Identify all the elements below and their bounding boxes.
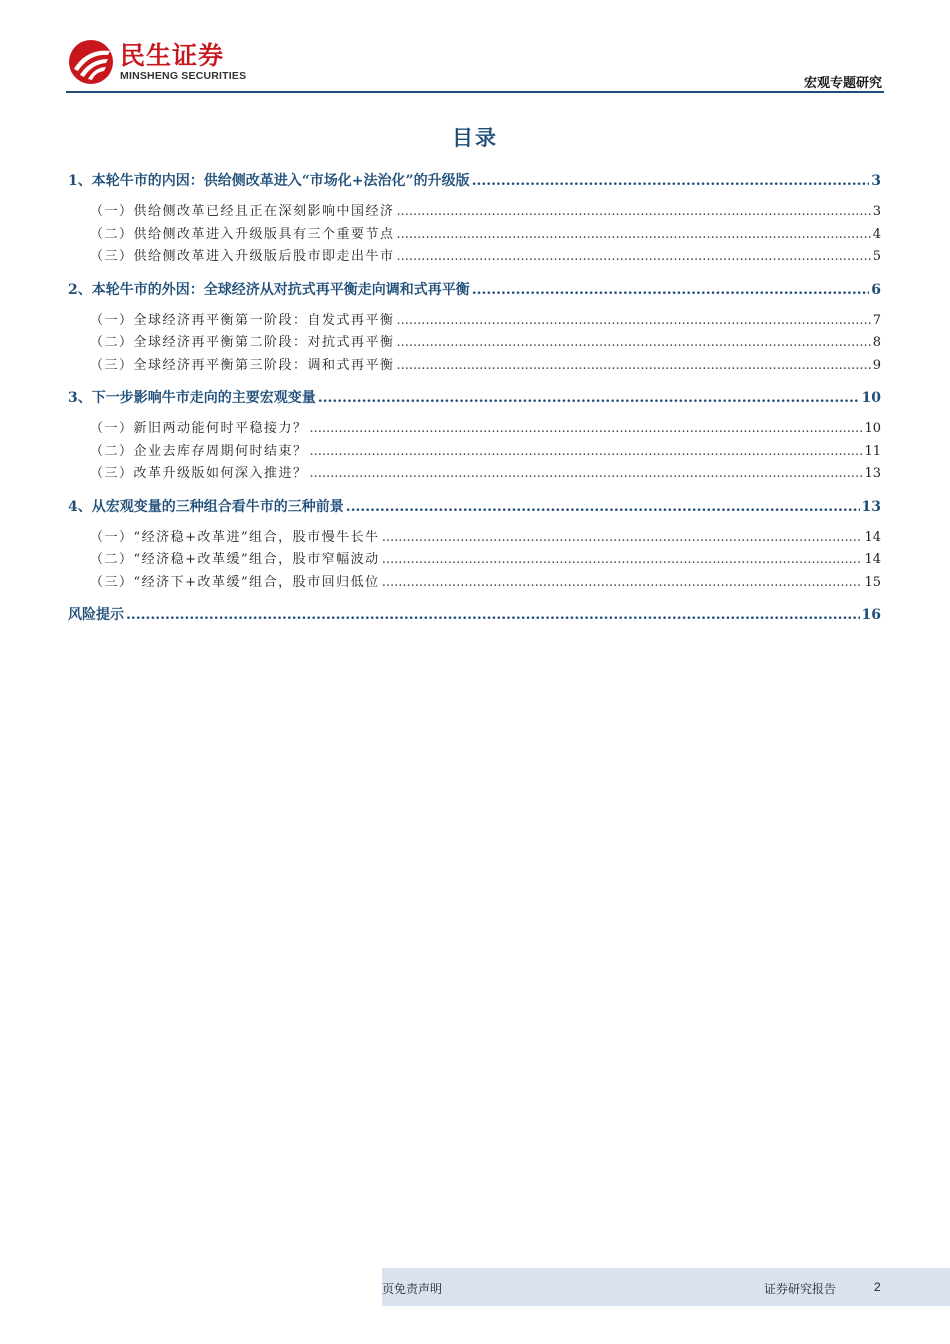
footer-disclaimer: 页免责声明	[382, 1282, 443, 1296]
footer-doc-type: 证券研究报告	[764, 1282, 837, 1296]
toc-section-entry[interactable]	[68, 604, 881, 627]
toc-subsection-page: 10	[864, 421, 881, 436]
toc-section-page: 10	[861, 390, 881, 406]
toc-subsection-page: 5	[872, 249, 881, 264]
toc-subsection-page: 9	[872, 357, 881, 373]
page-header	[0, 0, 950, 100]
brand-name-cn: 民生证券	[120, 41, 225, 70]
toc-section-page: 16	[861, 607, 881, 623]
toc-subsection-entry[interactable]	[68, 224, 881, 247]
toc-subsection-label: （三）全球经济再平衡第三阶段：调和式再平衡	[90, 357, 395, 373]
header-divider	[66, 91, 884, 93]
toc-subsection-page: 14	[864, 552, 881, 567]
toc-subsection-page: 7	[872, 312, 881, 328]
toc-leader-dots	[397, 224, 871, 247]
toc-leader-dots	[472, 279, 870, 302]
table-of-contents	[68, 170, 881, 627]
toc-subsection-page: 4	[872, 226, 881, 242]
toc-leader-dots	[310, 418, 863, 441]
toc-section-entry[interactable]	[68, 387, 881, 410]
toc-subsection-entry[interactable]	[68, 549, 881, 572]
toc-subsection-entry[interactable]	[68, 201, 881, 224]
toc-subsection-page: 14	[864, 529, 881, 545]
footer-bar	[382, 1268, 950, 1306]
toc-subsection-entry[interactable]	[68, 572, 881, 595]
toc-subsection-page: 11	[864, 443, 881, 459]
toc-subsection-entry[interactable]	[68, 355, 881, 378]
toc-leader-dots	[397, 332, 871, 355]
toc-leader-dots	[397, 310, 871, 333]
toc-subsection-page: 8	[872, 335, 881, 350]
toc-subsection-label: （三）改革升级版如何深入推进？	[90, 466, 308, 481]
toc-subsection-label: （一）全球经济再平衡第一阶段：自发式再平衡	[90, 312, 395, 328]
toc-subsection-entry[interactable]	[68, 527, 881, 550]
toc-section-label: 2、本轮牛市的外因：全球经济从对抗式再平衡走向调和式再平衡	[68, 281, 470, 298]
toc-subsection-page: 3	[872, 204, 881, 219]
toc-subsection-label: （二）供给侧改革进入升级版具有三个重要节点	[90, 226, 395, 242]
toc-leader-dots	[382, 549, 863, 572]
toc-subsection-label: （一）供给侧改革已经且正在深刻影响中国经济	[90, 204, 395, 219]
toc-subsection-entry[interactable]	[68, 418, 881, 441]
toc-section-entry[interactable]	[68, 170, 881, 193]
toc-section-page: 3	[871, 173, 881, 189]
toc-leader-dots	[397, 201, 871, 224]
toc-section-entry[interactable]	[68, 279, 881, 302]
toc-leader-dots	[318, 387, 860, 410]
toc-section-label: 1、本轮牛市的内因：供给侧改革进入“市场化+法治化”的升级版	[68, 173, 470, 189]
toc-subsection-label: （二）企业去库存周期何时结束？	[90, 443, 308, 459]
toc-title: 目录	[452, 126, 498, 150]
toc-subsection-page: 15	[864, 574, 881, 590]
footer-page-number: 2	[874, 1280, 881, 1294]
toc-section-label: 4、从宏观变量的三种组合看牛市的三种前景	[68, 498, 344, 515]
toc-section-entry[interactable]	[68, 496, 881, 519]
toc-subsection-label: （三）“经济下+改革缓”组合，股市回归低位	[90, 574, 380, 590]
toc-leader-dots	[310, 463, 863, 486]
toc-section-label: 3、下一步影响牛市走向的主要宏观变量	[68, 390, 316, 406]
toc-subsection-entry[interactable]	[68, 246, 881, 269]
toc-subsection-entry[interactable]	[68, 441, 881, 464]
toc-leader-dots	[397, 246, 871, 269]
toc-subsection-entry[interactable]	[68, 310, 881, 333]
toc-leader-dots	[397, 355, 871, 378]
toc-leader-dots	[346, 496, 860, 519]
toc-leader-dots	[126, 604, 860, 627]
toc-subsection-label: （二）“经济稳+改革缓”组合，股市窄幅波动	[90, 552, 380, 567]
toc-subsection-entry[interactable]	[68, 332, 881, 355]
toc-leader-dots	[472, 170, 870, 193]
toc-leader-dots	[382, 527, 863, 550]
toc-subsection-label: （三）供给侧改革进入升级版后股市即走出牛市	[90, 249, 395, 264]
toc-section-label: 风险提示	[68, 607, 124, 623]
toc-section-page: 13	[861, 498, 881, 515]
toc-leader-dots	[382, 572, 863, 595]
toc-subsection-label: （一）“经济稳+改革进”组合，股市慢牛长牛	[90, 529, 380, 545]
toc-subsection-page: 13	[864, 466, 881, 481]
toc-subsection-entry[interactable]	[68, 463, 881, 486]
toc-subsection-label: （一）新旧两动能何时平稳接力？	[90, 421, 308, 436]
brand-name-en: MINSHENG SECURITIES	[120, 70, 247, 82]
brand-logo	[68, 38, 246, 86]
report-type-label: 宏观专题研究	[803, 76, 882, 91]
toc-section-page: 6	[871, 281, 881, 298]
toc-subsection-label: （二）全球经济再平衡第二阶段：对抗式再平衡	[90, 335, 395, 350]
minsheng-logo-icon	[68, 39, 114, 85]
toc-leader-dots	[310, 441, 863, 464]
